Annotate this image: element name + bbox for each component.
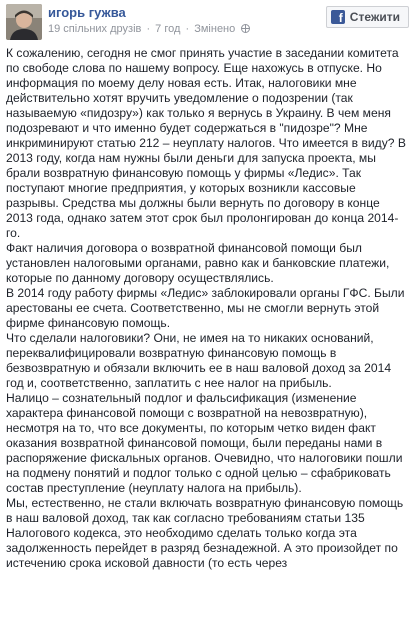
globe-icon (241, 24, 250, 33)
facebook-icon: f (331, 10, 345, 24)
meta-separator: · (185, 23, 190, 35)
follow-label: Стежити (349, 10, 400, 24)
edited-label[interactable]: Змінено (194, 23, 236, 35)
post-paragraph: Налицо – сознательный подлог и фальсификация (изменение характера финансовой помощи с возвратной на невозвратную), несмотря на то, что все документы, по которым четко виден факт оказания возвратной финансовой помощи, были переданы нами в распоряжение фискальных органов. Очевидно, что налоговики пошли на подмену понятий и подлог только с одной целью – сфабриковать состав преступление (неуплату налога на прибыль). (6, 391, 403, 495)
avatar[interactable] (6, 4, 42, 40)
post-paragraph: К сожалению, сегодня не смог принять участие в заседании комитета по свободе слова по нашему вопросу. Еще нахожусь в отпуске. Но информация по моему делу новая есть. Итак, налоговики мне действительно хотят вручить уведомление о подозрении (так называемую «пидозру») как только я вернусь в Украину. В чем меня подозревают и что именно будет содержаться в "пидозре"? Мне инкриминируют статью 212 – неуплату налогов. Что имеется в виду? В 2013 году, когда нам нужны были деньги для запуска проекта, мы брали возвратную финансовую помощь у фирмы «Ледис». Так поступают многие предприятия, у которых возникли кассовые разрывы. Средства мы должны были вернуть по договору в конце 2013 года, однако затем этот срок был пролонгирован до конца 2014-го. (6, 46, 406, 240)
post-meta (48, 23, 250, 35)
post-paragraph: В 2014 году работу фирмы «Ледис» заблокировали органы ГФС. Были арестованы ее счета. Соответственно, мы не смогли вернуть этой фирме финансовую помощь. (6, 286, 405, 330)
post-paragraph: Что сделали налоговики? Они, не имея на то никаких оснований, переквалифицировали возвратную финансовую помощь в безвозвратную и обязали включить ее в наш валовой доход за 2014 год и, соответственно, заплатить с нее налог на прибыль. (6, 331, 392, 390)
post-text (0, 42, 415, 571)
post-paragraph: Мы, естественно, не стали включать возвратную финансовую помощь в наш валовой доход, так как согласно требованиям статьи 135 Налогового кодекса, это необходимо сделать только когда эта задолженность перейдет в разряд безнадежной. А это произойдет по истечению срока исковой давности (то есть через (6, 496, 404, 570)
meta-separator: · (146, 23, 151, 35)
author-name[interactable]: игорь гужва (48, 5, 126, 20)
post-time[interactable]: 7 год (155, 23, 181, 35)
mutual-friends[interactable]: 19 спільних друзів (48, 23, 142, 35)
follow-button[interactable] (326, 6, 409, 28)
avatar-photo-icon (6, 4, 42, 40)
post-paragraph: Факт наличия договора о возвратной финансовой помощи был установлен налоговыми органами, равно как и банковские платежи, которые по данному договору осуществлялись. (6, 241, 390, 285)
post-header (0, 0, 415, 42)
